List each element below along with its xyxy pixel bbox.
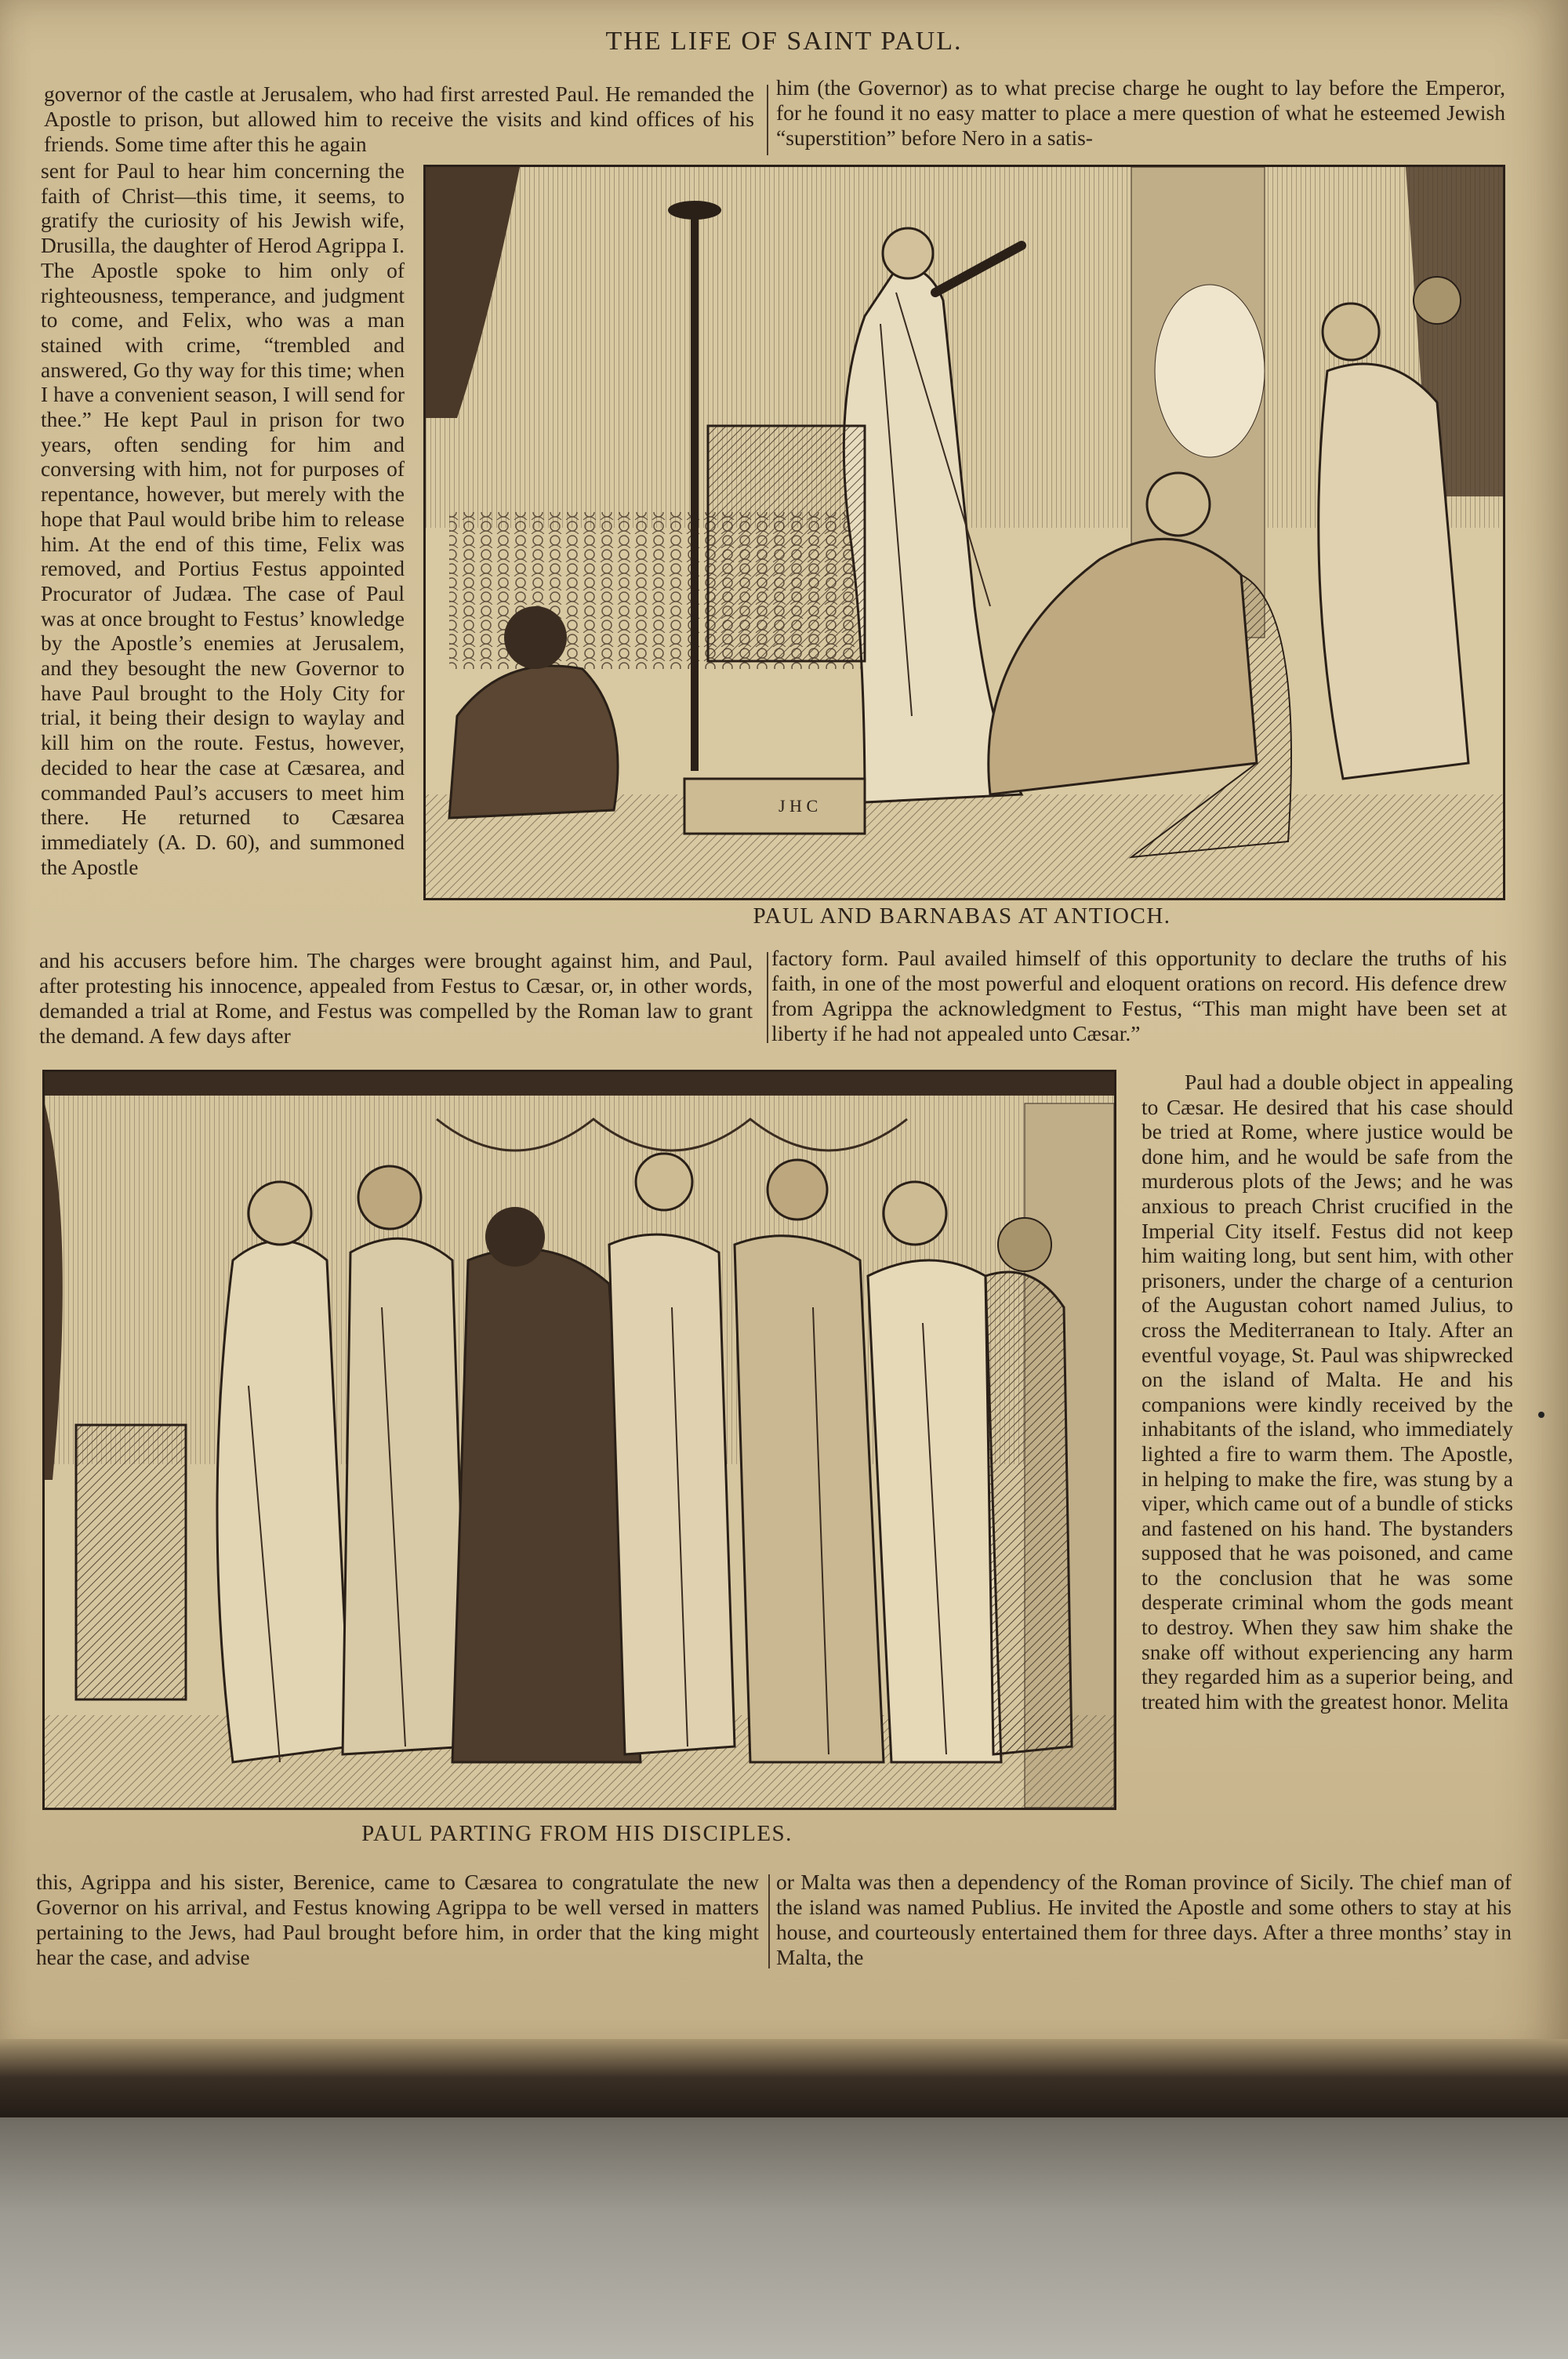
page-bottom-edge [0,2039,1568,2125]
column-rule-bottom [768,1874,770,1968]
top-figure-caption: PAUL AND BARNABAS AT ANTIOCH. [753,903,1171,929]
background-surface [0,2117,1568,2359]
text-block-3-left: and his accusers before him. The charges were brought against him, and Paul, after protesting his innocence, appealed from Festus to Cæsar, or, in other words, demanded a trial at Rome, and Festus was compelled by the Roman law to grant the demand. A few days after [39,948,753,1048]
text-block-3-right: factory form. Paul availed himself of this opportunity to declare the truths of his faith, in one of the most powerful and eloquent orations on record. His defence drew from Agrippa the acknowledgment to Festus, “This man might have been set at liberty if he had not appealed unto Cæsar.” [771,946,1507,1045]
illustration-paul-parting [42,1070,1116,1810]
text-block-1-right: him (the Governor) as to what precise charge he ought to lay before the Emperor, for he found it no easy matter to place a mere question of what he esteemed Jewish “superstition” before Nero in a satis- [776,75,1505,150]
text-block-5-right: or Malta was then a dependency of the Roman province of Sicily. The chief man of the island was named Publius. He invited the Apostle and some others to stay at his house, and courteously entertained them for three days. After a three months’ stay in Malta, the [776,1870,1512,1969]
running-head: THE LIFE OF SAINT PAUL. [605,27,963,56]
bottom-figure-caption: PAUL PARTING FROM HIS DISCIPLES. [361,1821,793,1846]
column-rule-top [767,85,768,155]
illustration-paul-and-barnabas [423,165,1505,900]
text-block-1-left: governor of the castle at Jerusalem, who had first arrested Paul. He remanded the Apostle to prison, but allowed him to receive the visits and kind offices of his friends. Some time after this he again [44,82,754,156]
text-block-4-right-narrow: Paul had a double object in appealing to Cæsar. He desired that his case should be tried at Rome, where justice would be done him, and he would be safe from the murderous plots of the Jews; and he was anxious to preach Christ crucified in the Imperial City itself. Festus did not keep him waiting long, but sent him, with other prisoners, under the charge of a centurion of the Augustan cohort named Julius, to cross the Mediterranean to Italy. After an eventful voyage, St. Paul was shipwrecked on the island of Malta. He and his companions were kindly received by the inhabitants of the island, who immediately lighted a fire to warm them. The Apostle, in helping to make the fire, was stung by a viper, which came out of a bundle of sticks and fastened on his hand. The bystanders supposed that he was poisoned, and came to the conclusion that he was some desperate criminal whom the gods meant to destroy. When they saw him shake the snake off without experiencing any harm they regarded him as a superior being, and treated him with the greatest honor. Melita [1142,1070,1513,1714]
engraving-mark: J H C [779,796,818,816]
margin-dot [1538,1412,1544,1418]
text-block-5-left: this, Agrippa and his sister, Berenice, came to Cæsarea to congratulate the new Governor on his arrival, and Festus knowing Agrippa to be well versed in matters pertaining to the Jews, had Paul brought before him, in order that the king might hear the case, and advise [36,1870,759,1969]
text-block-2-narrow: sent for Paul to hear him concerning the faith of Christ—this time, it seems, to gratify the curiosity of his Jewish wife, Drusilla, the daughter of Herod Agrippa I. The Apostle spoke to him only of righteousness, temperance, and judgment to come, and Felix, who was a man stained with crime, “trembled and answered, Go thy way for this time; when I have a convenient season, I will send for thee.” He kept Paul in prison for two years, often sending for him and conversing with him, not for purposes of repentance, however, but merely with the hope that Paul would bribe him to release him. At the end of this time, Felix was removed, and Portius Festus appointed Procurator of Judæa. The case of Paul was at once brought to Festus’ knowledge by the Apostle’s enemies at Jerusalem, and they besought the new Governor to have Paul brought to the Holy City for trial, it being their design to waylay and kill him on the route. Festus, however, decided to hear the case at Cæsarea, and commanded Paul’s accusers to meet him there. He returned to Cæsarea immediately (A. D. 60), and summoned the Apostle [41,158,405,879]
column-rule-middle [767,952,768,1043]
